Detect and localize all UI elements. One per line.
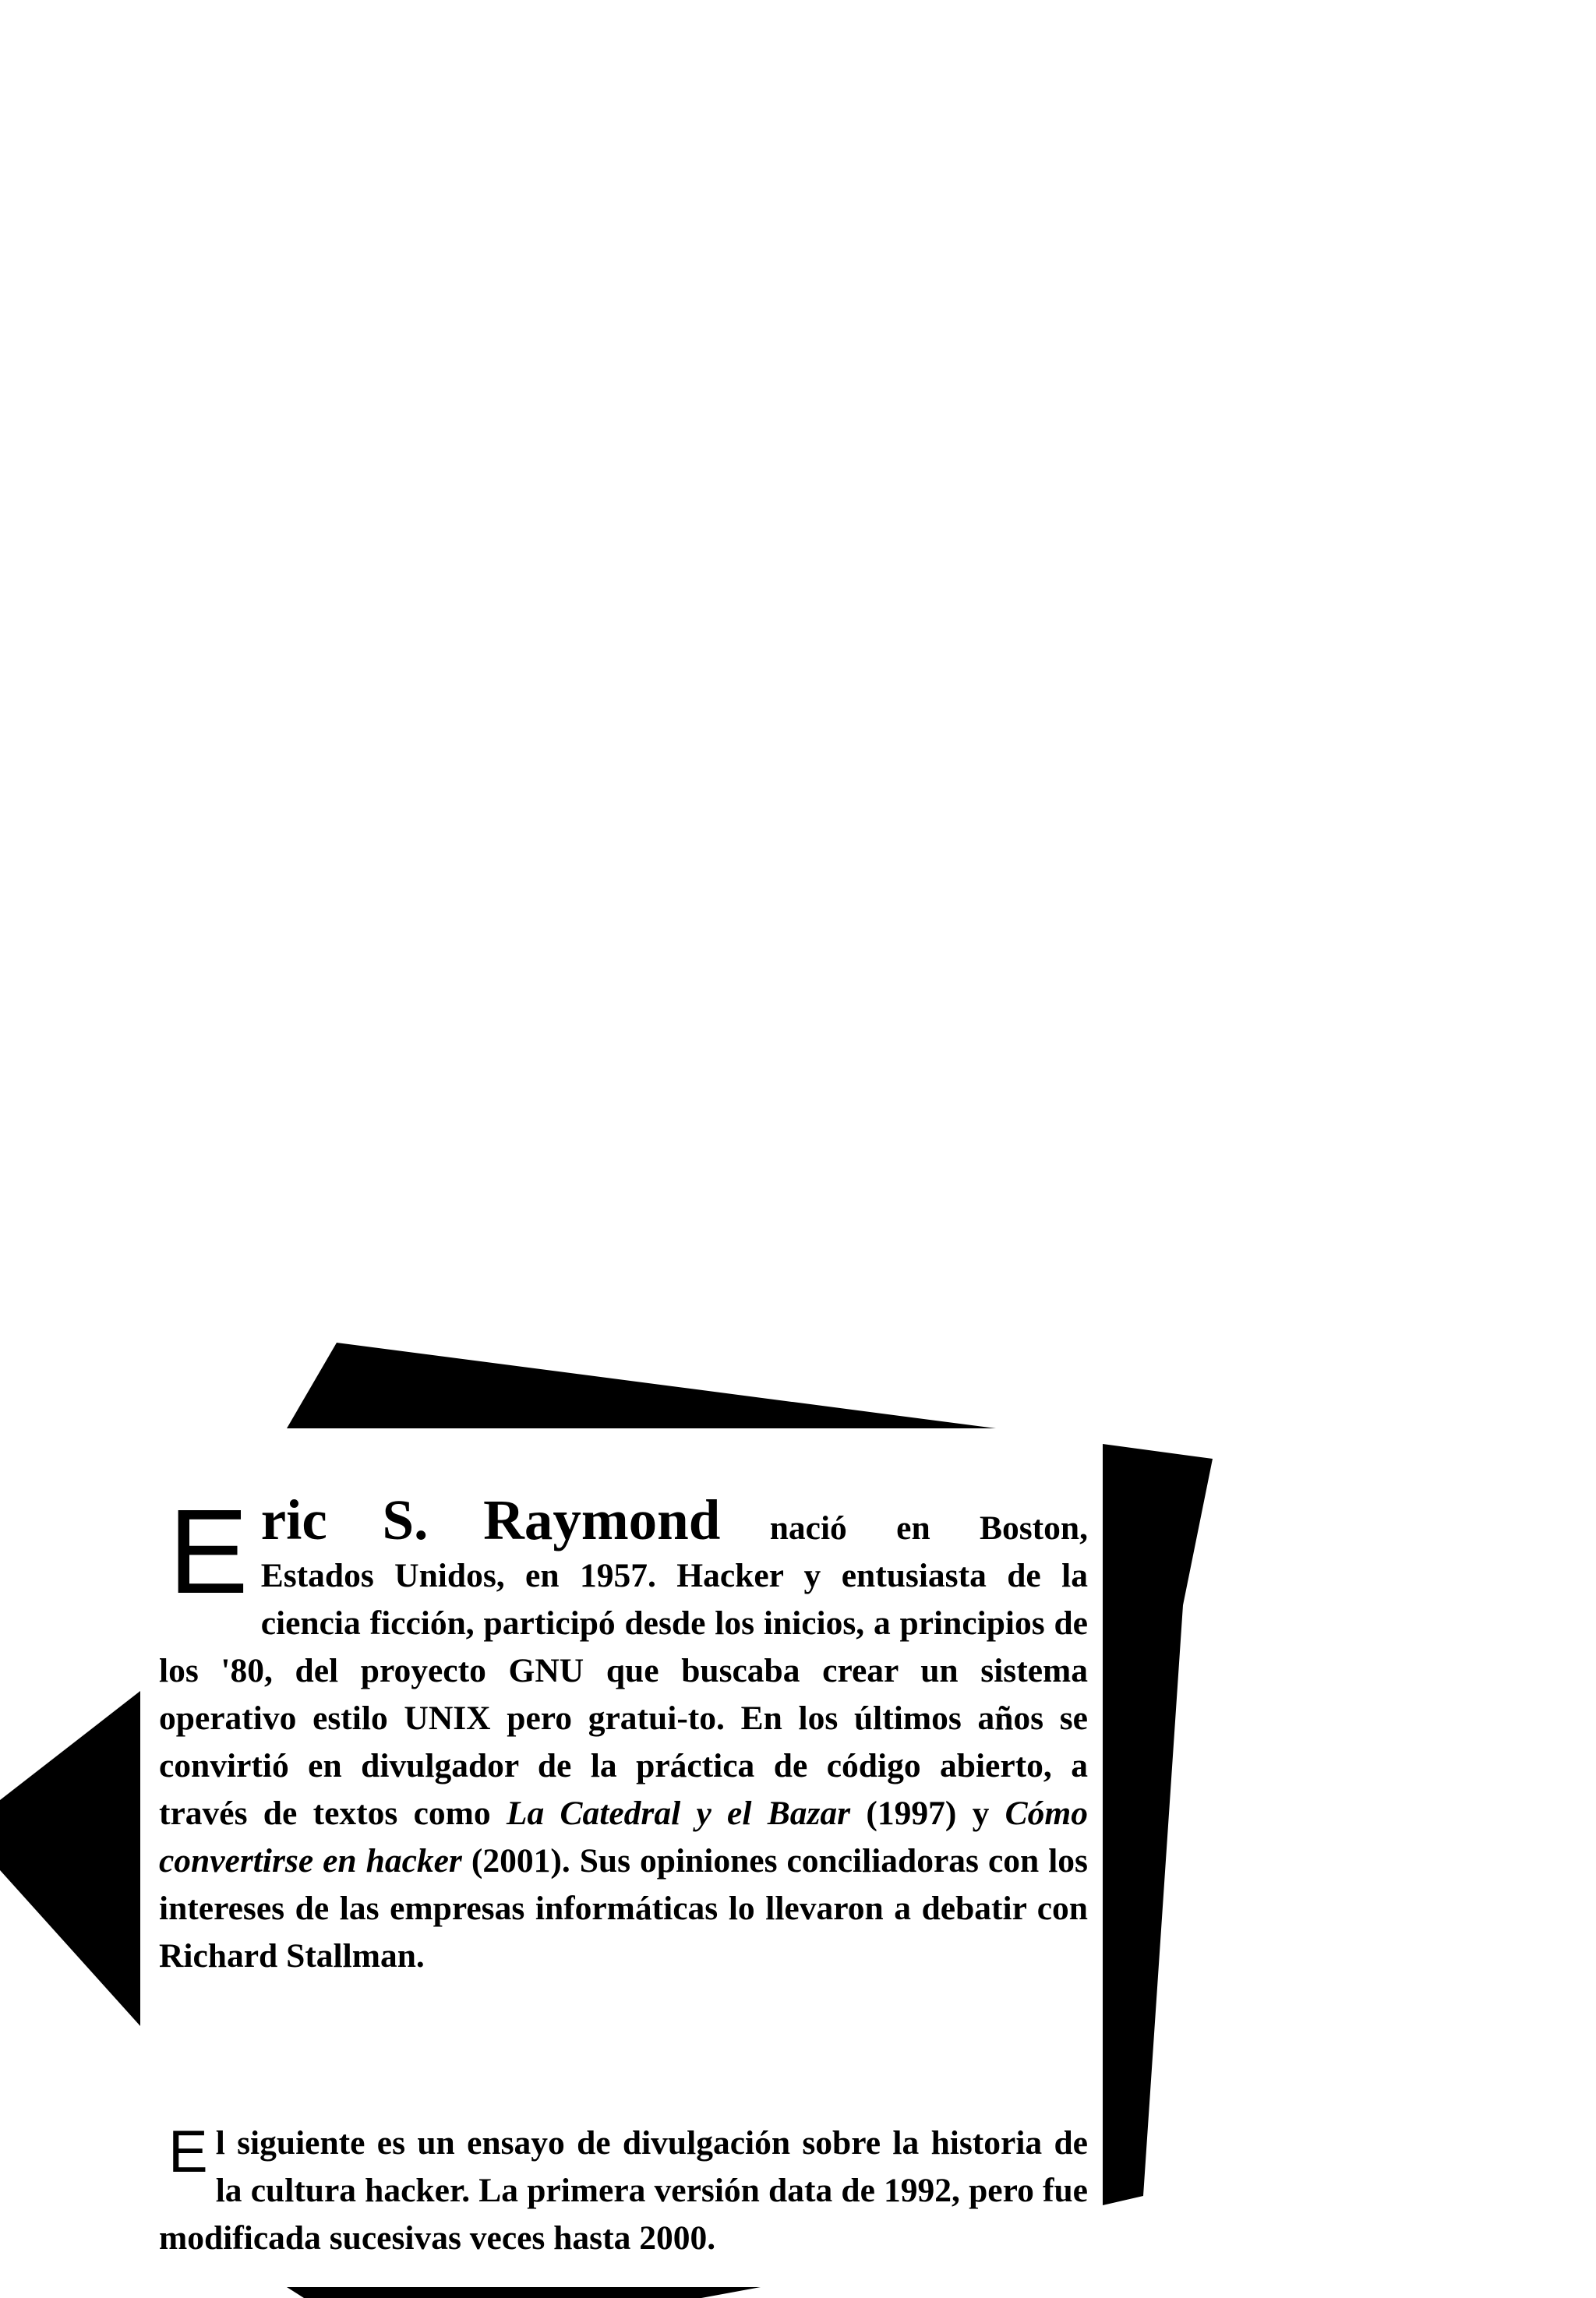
book-title-catedral: La Catedral y el Bazar xyxy=(506,1795,851,1832)
right-black-bar xyxy=(1103,1444,1213,2205)
bio-first-line-rest: nació en Boston, xyxy=(720,1509,1088,1547)
drop-cap: E xyxy=(168,1484,249,1618)
intro-text: l siguiente es un ensayo de divulgación sobre la historia de la cultura hacker. La primera versión data de 1992, pero fue modificada sucesivas veces hasta 2000. xyxy=(159,2124,1088,2257)
book-title-hacker: Cómo convertirse en hacker xyxy=(159,1795,1088,1880)
bio-text: Estados Unidos, en 1957. Hacker y entusiasta de la ciencia ficción, participó desde los inicios, a principios de los '80, del proyecto GNU que buscaba crear un sistema operativo estilo UNIX pero gratui-to. En los últimos años se convirtió en divulgador de la práctica de código abierto, a través de textos como xyxy=(159,1557,1088,1832)
drop-cap: E xyxy=(168,2119,208,2185)
bio-text-end: (2001). Sus opiniones conciliadoras con los intereses de las empresas informáticas lo llevaron a debatir con Richard Stallman. xyxy=(159,1842,1088,1975)
author-name: ric S. Raymond xyxy=(260,1488,721,1551)
author-bio-paragraph xyxy=(159,1484,1088,1980)
left-black-wedge xyxy=(0,1691,140,2026)
essay-intro-paragraph xyxy=(159,2120,1088,2262)
bio-first-line xyxy=(159,1488,1088,1552)
bio-text-year-1: (1997) y xyxy=(850,1795,1005,1832)
bottom-black-wedge xyxy=(287,2287,761,2298)
top-black-wedge xyxy=(287,1343,996,1428)
